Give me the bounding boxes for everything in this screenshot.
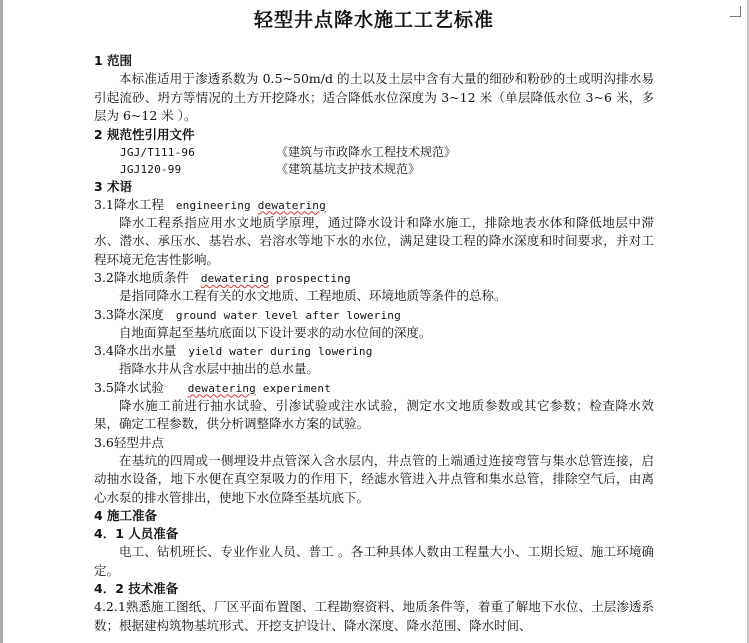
ref-code: JGJ/T111-96: [120, 145, 196, 159]
term-english: prospecting: [269, 272, 351, 285]
term-heading: [94, 196, 654, 214]
term-definition: 自地面算起至基坑底面以下设计要求的动水位间的深度。: [119, 324, 432, 340]
term-english: ground water level after lowering: [175, 308, 401, 322]
term-number: 3.5降水试验: [94, 379, 164, 395]
ref-name: 《建筑基坑支护技术规范》: [276, 161, 421, 176]
section-preparation-heading: 4 施工准备: [94, 508, 158, 523]
subsection-personnel-body: 电工、钻机班长、专业作业人员、普工 。各工种具体人数由工程量大小、工期长短、施工环境确定。: [94, 544, 654, 578]
term-number: 3.4降水出水量: [94, 343, 177, 358]
term-definition: 降水工程系指应用水文地质学原理，通过降水设计和降水施工，排除地表水体和降低地层中滞水、潜水、承压水、基岩水、岩溶水等地下水的水位，满足建设工程的降水深度和时间要求，并对工程环境无危害性影响。: [94, 214, 654, 267]
term-number: 3.6轻型井点: [94, 434, 164, 450]
term-english: yield water during lowering: [188, 345, 373, 358]
term-english-spellcheck: dewatering: [257, 198, 326, 212]
term-definition: 指降水井从含水层中抽出的总水量。: [119, 361, 320, 376]
term-definition: 降水施工前进行抽水试验、引渗试验或注水试验，测定水文地质参数或其它参数；检查降水效果，确定工程参数，供分析调整降水方案的试验。: [94, 397, 654, 431]
term-number: 3.1降水工程: [94, 196, 164, 212]
document-title: 轻型井点降水施工工艺标准: [253, 9, 494, 31]
subsection-technical-body: 4.2.1熟悉施工图纸、厂区平面布置图、工程勘察资料、地质条件等，着重了解地下水位、土层渗透系数；根据建构筑物基坑形式、开挖支护设计、降水深度、降水范围、降水时间、: [94, 599, 654, 633]
term-heading: [94, 306, 654, 324]
term-number: 3.2降水地质条件: [94, 270, 189, 285]
section-scope-body: 本标准适用于渗透系数为 0.5~50m/d 的土以及土层中含有大量的细砂和粉砂的土或明沟排水易引起流砂、坍方等情况的土方开挖降水；适合降低水位深度为 3~12 米（单层降低水位 3~6 米，多层为 6~12 米 ）。: [94, 71, 654, 123]
term-heading: [94, 269, 654, 287]
term-definition: 是指同降水工程有关的水文地质、工程地质、环境地质等条件的总称。: [119, 288, 507, 303]
term-heading: [94, 379, 654, 397]
subsection-personnel-heading: 4．1 人员准备: [94, 526, 179, 541]
ref-name: 《建筑与市政降水工程技术规范》: [276, 144, 457, 159]
term-english-spellcheck: dewatering: [200, 272, 270, 285]
document-page: [94, 6, 654, 635]
window-left-edge: [0, 0, 3, 643]
section-terms-heading: 3 术语: [94, 178, 133, 194]
page-corner-mark: [730, 6, 741, 17]
ref-code: JGJ120-99: [120, 162, 182, 176]
term-english: engineering: [175, 198, 258, 212]
section-refs-heading: 2 规范性引用文件: [94, 126, 195, 142]
ref-row: [94, 161, 654, 178]
ref-row: [94, 144, 654, 161]
term-english-spellcheck: dewatering: [187, 381, 256, 395]
subsection-technical-heading: 4．2 技术准备: [94, 581, 179, 596]
term-english: experiment: [255, 381, 332, 395]
term-definition: 在基坑的四周或一侧埋设井点管深入含水层内，井点管的上端通过连接弯管与集水总管连接，启动抽水设备，地下水便在真空泵吸力的作用下，经滤水管进入井点管和集水总管，排除空气后，由离心水泵的排水管排出，使地下水位降至基坑底下。: [94, 452, 654, 505]
term-heading: [94, 342, 654, 360]
section-scope-heading: 1 范围: [94, 53, 133, 68]
term-number: 3.3降水深度: [94, 306, 164, 322]
term-heading: [94, 434, 654, 452]
